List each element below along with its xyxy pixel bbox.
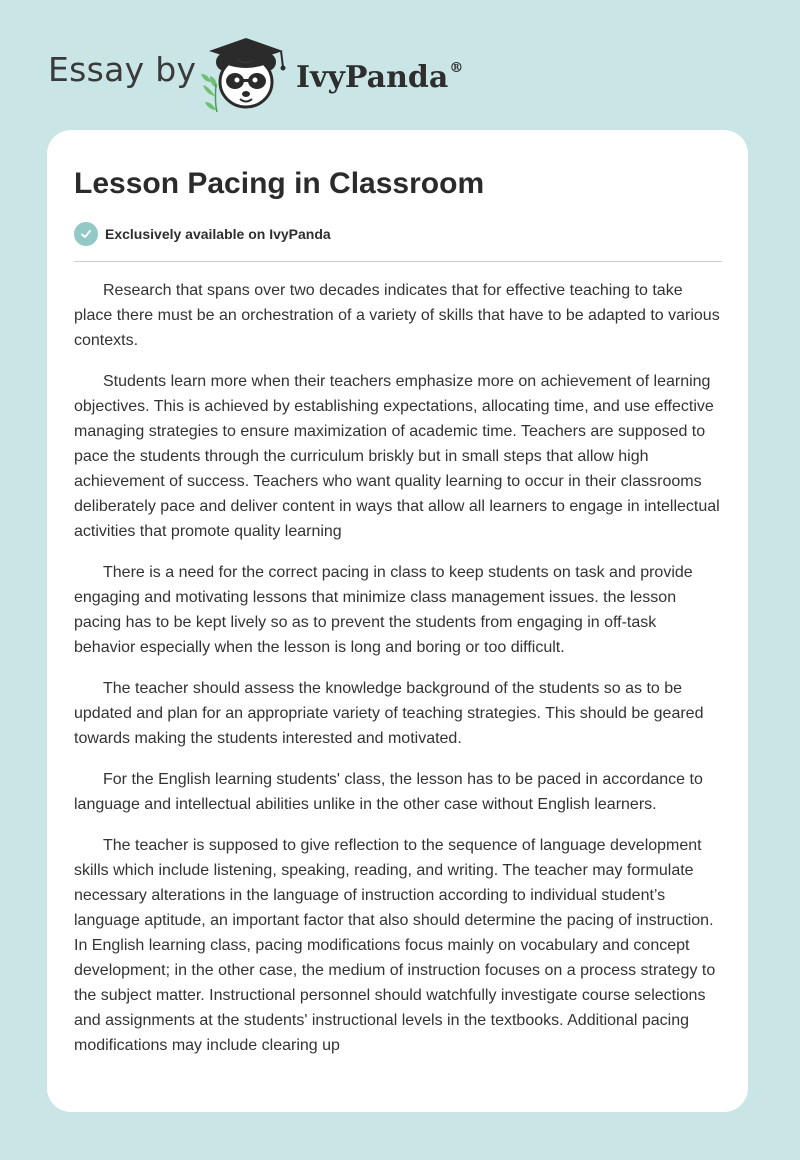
- essay-card: [47, 130, 748, 1112]
- paragraph: The teacher is supposed to give reflection to the sequence of language development skills which include listening, speaking, reading, and writing. The teacher may formulate necessary alterations in the language of instruction according to individual student’s language aptitude, an important factor that also should determine the pacing of instruction. In English learning class, pacing modifications focus mainly on vocabulary and concept development; in the other case, the medium of instruction focuses on a process strategy to the subject matter. Instructional personnel should watchfully investigate course selections and assignments at the students' instructional levels in the textbooks. Additional pacing modifications may include clearing up: [74, 837, 716, 1054]
- essay-by-label: Essay by: [48, 50, 197, 89]
- check-icon: [74, 222, 98, 246]
- paragraph: The teacher should assess the knowledge background of the students so as to be updated and plan for an appropriate variety of teaching strategies. This should be geared towards making the students interested and motivated.: [74, 680, 704, 747]
- badge-label: Exclusively available on IvyPanda: [105, 226, 331, 242]
- ivy-leaves-icon: [201, 74, 217, 112]
- exclusive-badge: [74, 222, 331, 246]
- paragraph: Research that spans over two decades indicates that for effective teaching to take place there must be an orchestration of a variety of skills that have to be adapted to various contexts.: [74, 282, 720, 349]
- paragraph: Students learn more when their teachers emphasize more on achievement of learning objectives. This is achieved by establishing expectations, allocating time, and use effective managing strategies to ensure maximization of academic time. Teachers are supposed to pace the students through the curriculum briskly but in small steps that allow high achievement of success. Teachers who want quality learning to occur in their classrooms deliberately pace and deliver content in ways that allow all learners to engage in intellectual activities that promote quality learning: [74, 373, 720, 540]
- paragraph: For the English learning students' class, the lesson has to be paced in accordance to language and intellectual abilities unlike in the other case without English learners.: [74, 771, 703, 813]
- registered-mark: ®: [449, 60, 464, 76]
- page-title: Lesson Pacing in Classroom: [74, 167, 485, 200]
- brand-name[interactable]: IvyPanda®: [296, 60, 464, 95]
- panda-graduate-icon[interactable]: [197, 34, 293, 112]
- divider: [74, 261, 722, 262]
- paragraph: There is a need for the correct pacing in class to keep students on task and provide engaging and motivating lessons that minimize class management issues. the lesson pacing has to be kept lively so as to prevent the students from engaging in off-task behavior especially when the lesson is long and boring or too difficult.: [74, 564, 693, 656]
- site-header: [0, 0, 800, 130]
- essay-body: [74, 278, 722, 1098]
